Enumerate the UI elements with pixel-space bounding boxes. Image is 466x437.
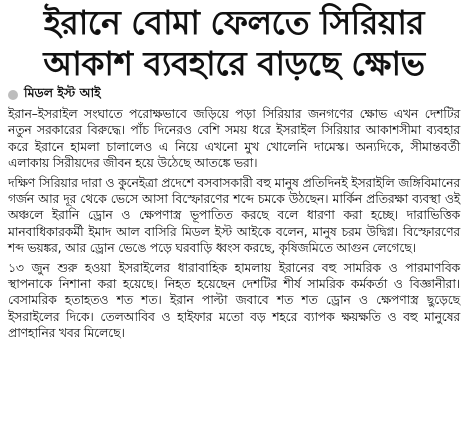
headline <box>8 0 460 84</box>
paragraph-1: ইরান–ইসরাইল সংঘাতে পরোক্ষভাবে জড়িয়ে পড়া সিরিয়ার জনগণের ক্ষোভ এখন দেশটির নতুন সরকারের বিরুদ্ধে। পাঁচ দিনেরও বেশি সময় ধরে ইসরাইল সিরিয়ার আকাশসীমা ব্যবহার করে ইরানে হামলা চালালেও এ নিয়ে এখনো মুখ খোলেনি দামেস্ক। অন্যদিকে, সীমান্তবর্তী এলাকায় সিরীয়দের জীবন হয়ে উঠেছে আতঙ্কে ভরা। <box>8 106 460 171</box>
paragraph-2: দক্ষিণ সিরিয়ার দারা ও কুনেইত্রা প্রদেশে বসবাসকারী বহু মানুষ প্রতিদিনই ইসরাইলি জঙ্গিবিমানের গর্জন আর দূর থেকে ভেসে আসা বিস্ফোরণের শব্দে চমকে উঠছেন। মার্কিন প্রতিরক্ষা ব্যবস্থা ওই অঞ্চলে ইরানি ড্রোন ও ক্ষেপণাস্ত্র ভূপাতিত করছে বলে ধারণা করা হচ্ছে। দারাভিত্তিক মানবাধিকারকর্মী ইমাদ আল বাসিরি মিডল ইস্ট আইকে বলেন, মানুষ চরম উদ্বিগ্ন। বিস্ফোরণের শব্দ ভয়ঙ্কর, আর ড্রোন ভেঙে পড়ে ঘরবাড়ি ধ্বংস করছে, কৃষিজমিতে আগুন লেগেছে। <box>8 174 460 256</box>
byline <box>8 86 460 104</box>
bullet-icon <box>8 90 18 100</box>
headline-line-2: আকাশ ব্যবহারে বাড়ছে ক্ষোভ <box>43 44 425 83</box>
headline-line-1: ইরানে বোমা ফেলতে সিরিয়ার <box>43 3 425 42</box>
byline-source: মিডল ইস্ট আই <box>24 85 101 100</box>
paragraph-3: ১৩ জুন শুরু হওয়া ইসরাইলের ধারাবাহিক হামলায় ইরানের বহু সামরিক ও পারমাণবিক স্থাপনাকে নিশানা করা হয়েছে। নিহত হয়েছেন দেশটির শীর্ষ সামরিক কর্মকর্তা ও বিজ্ঞানীরা। বেসামরিক হতাহতও শত শত। ইরান পাল্টা জবাবে শত শত ড্রোন ও ক্ষেপণাস্ত্র ছুড়েছে ইসরাইলের দিকে। তেলআবিব ও হাইফার মতো বড় শহরে ব্যাপক ক্ষয়ক্ষতি ও বহু মানুষের প্রাণহানির খবর মিলেছে। <box>8 259 460 341</box>
article-body <box>8 106 460 342</box>
